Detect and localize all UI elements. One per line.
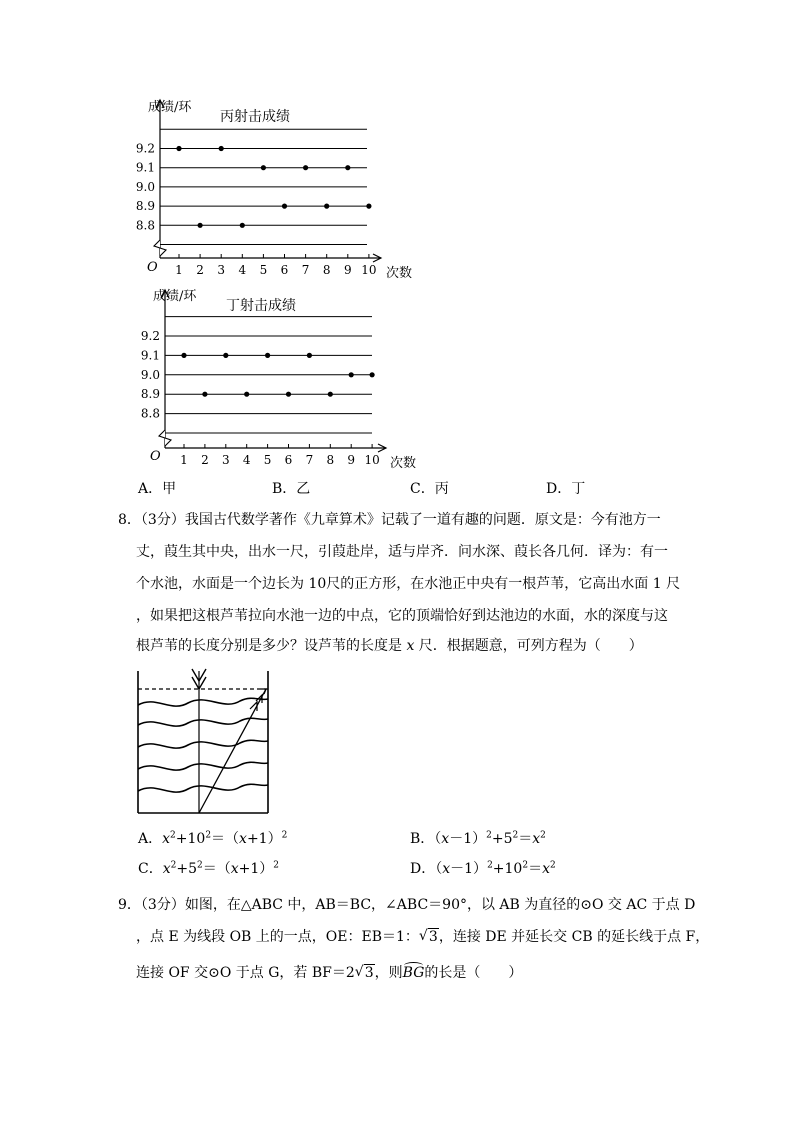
y-tick-label: 8.9 bbox=[140, 387, 160, 402]
x-tick-label: 7 bbox=[301, 263, 310, 277]
q8-line-1: 8．（3分）我国古代数学著作《九章算术》记载了一道有趣的问题．原文是：今有池方一 bbox=[118, 512, 661, 528]
q9-line-2 bbox=[136, 926, 709, 946]
x-tick-label: 9 bbox=[347, 453, 356, 467]
chart2-title: 丁射击成绩 bbox=[226, 298, 296, 314]
x-tick-label: 1 bbox=[175, 263, 183, 277]
axis-break bbox=[159, 430, 171, 446]
q8-line-5-a: 根芦苇的长度分别是多少？设芦苇的长度是 bbox=[136, 638, 407, 654]
x-tick-label: 2 bbox=[201, 453, 209, 467]
q7-option-b: B．乙 bbox=[272, 481, 311, 497]
x-tick-label: 6 bbox=[284, 453, 293, 467]
y-tick-label: 9.1 bbox=[140, 348, 160, 363]
x-tick-label: 10 bbox=[361, 263, 377, 277]
x-tick-label: 3 bbox=[217, 263, 226, 277]
q9-line-3 bbox=[136, 962, 522, 982]
data-point bbox=[223, 353, 228, 358]
q8-line-5-b: 尺．根据题意，可列方程为（ ） bbox=[414, 638, 643, 654]
q9-line-3-b: ，则 bbox=[374, 965, 403, 981]
arc-bg: BG bbox=[402, 965, 425, 981]
x-tick-label: 7 bbox=[305, 453, 314, 467]
x-tick-label: 2 bbox=[196, 263, 204, 277]
data-point bbox=[307, 353, 312, 358]
x-tick-label: 6 bbox=[280, 263, 289, 277]
chart2-ylabel: 成绩/环 bbox=[153, 289, 197, 304]
x-tick-label: 9 bbox=[343, 263, 352, 277]
x-tick-label: 10 bbox=[364, 453, 380, 467]
y-tick-label: 8.8 bbox=[140, 406, 160, 421]
q8-line-4: ，如果把这根芦苇拉向水池一边的中点，它的顶端恰好到达池边的水面，水的深度与这 bbox=[136, 608, 668, 624]
pond-figure bbox=[136, 667, 276, 817]
q8-line-3: 个水池，水面是一个边长为 10尺的正方形，在水池正中央有一根芦苇，它高出水面 1 尺 bbox=[136, 576, 681, 592]
x-tick-label: 4 bbox=[238, 263, 247, 277]
sqrt-3-bf: √ 3 bbox=[355, 965, 375, 981]
x-tick-label: 8 bbox=[326, 453, 335, 467]
data-point bbox=[370, 372, 375, 377]
data-point bbox=[265, 353, 270, 358]
q9-line-2-a: ，点 E 为线段 OB 上的一点，OE：EB＝1： bbox=[136, 929, 419, 945]
data-point bbox=[328, 392, 333, 397]
q8-line-5 bbox=[136, 635, 643, 655]
chart1-title: 丙射击成绩 bbox=[220, 109, 290, 125]
y-tick-label: 9.1 bbox=[135, 160, 155, 175]
q8-option-a: A．$x^2+10^2=(x+1)^2$ bbox=[138, 830, 288, 847]
x-tick-label: 3 bbox=[221, 453, 230, 467]
sqrt-3: √ 3 bbox=[419, 929, 439, 945]
q7-option-a: A．甲 bbox=[138, 481, 177, 497]
data-point bbox=[349, 372, 354, 377]
q7-option-d: D．丁 bbox=[546, 481, 586, 497]
y-tick-label: 8.9 bbox=[135, 199, 155, 214]
x-tick-label: 8 bbox=[322, 263, 331, 277]
chart2-origin: O bbox=[150, 449, 161, 464]
q9-line-3-c: 的长是（ ） bbox=[424, 965, 523, 981]
y-tick-label: 8.8 bbox=[135, 218, 155, 233]
q8-option-b: B．$(x-1)^2+5^2=x^2$ bbox=[410, 830, 546, 847]
y-tick-label: 9.2 bbox=[140, 329, 160, 343]
chart1-xlabel: 次数 bbox=[386, 266, 413, 281]
y-tick-label: 9.2 bbox=[135, 141, 155, 156]
q8-option-d: D．$(x-1)^2+10^2=x^2$ bbox=[410, 860, 556, 877]
y-tick-label: 9.0 bbox=[135, 179, 155, 194]
data-point bbox=[244, 392, 249, 397]
chart2-xlabel: 次数 bbox=[390, 456, 417, 471]
x-tick-label: 4 bbox=[242, 453, 251, 467]
y-tick-label: 9.0 bbox=[140, 367, 160, 382]
q9-line-2-b: ，连接 DE 并延长交 CB 的延长线于点 F， bbox=[438, 929, 710, 945]
data-point bbox=[202, 392, 207, 397]
x-tick-label: 5 bbox=[259, 263, 268, 277]
x-tick-label: 5 bbox=[263, 453, 272, 467]
q9-line-1: 9．（3分）如图，在△ABC 中，AB＝BC，∠ABC＝90°，以 AB 为直径的⊙O 交 AC 于点 D bbox=[118, 897, 696, 913]
data-point bbox=[181, 353, 186, 358]
q8-var-x: x bbox=[406, 638, 415, 654]
chart-ding bbox=[0, 0, 794, 480]
q8-option-c: C．$x^2+5^2=(x+1)^2$ bbox=[138, 860, 280, 877]
q9-line-3-a: 连接 OF 交⊙O 于点 G，若 BF＝2 bbox=[136, 965, 355, 981]
chart1-origin: O bbox=[147, 260, 158, 275]
chart1-ylabel: 成绩/环 bbox=[148, 100, 192, 115]
q7-option-c: C．丙 bbox=[410, 481, 449, 497]
x-tick-label: 1 bbox=[180, 453, 188, 467]
q8-line-2: 丈，葭生其中央，出水一尺，引葭赴岸，适与岸齐．问水深、葭长各几何．译为：有一 bbox=[136, 544, 668, 560]
data-point bbox=[286, 392, 291, 397]
